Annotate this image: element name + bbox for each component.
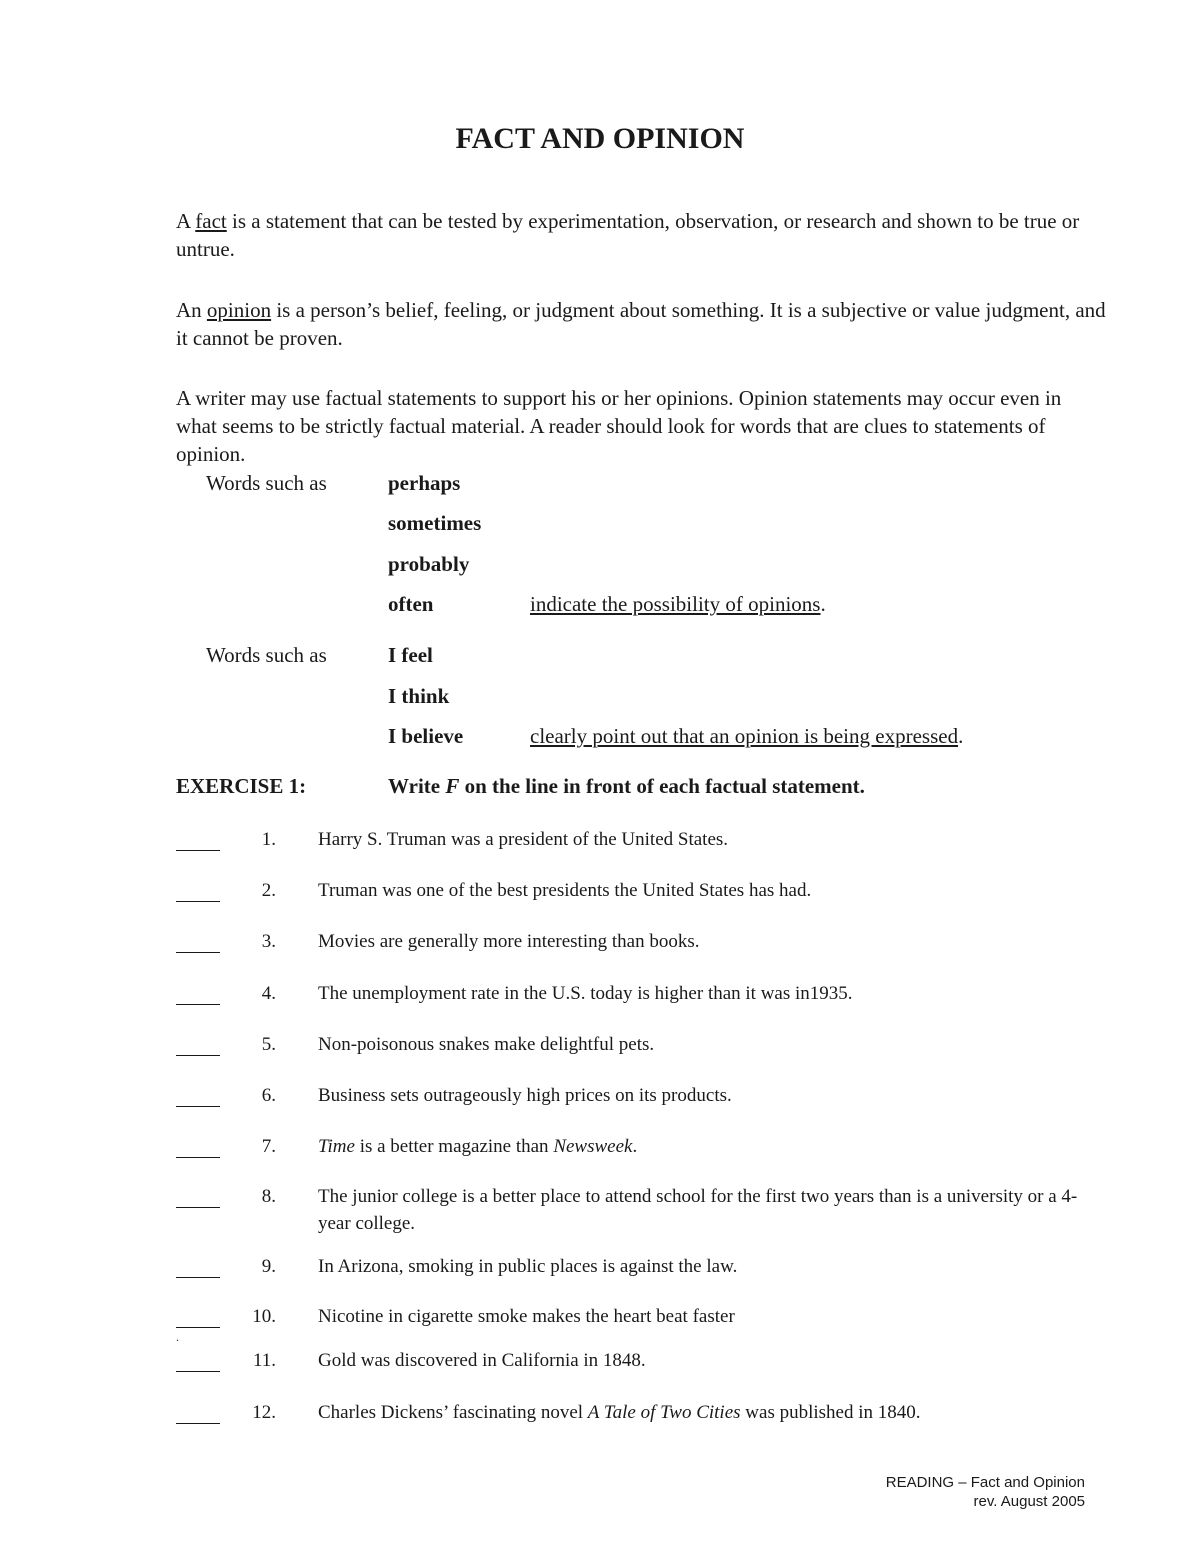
exercise-instruction <box>388 774 865 799</box>
question-text <box>318 1399 1078 1426</box>
question-number: 8. <box>261 1186 276 1207</box>
magazine-title-2: Newsweek <box>553 1136 633 1157</box>
answer-blank[interactable] <box>176 1253 220 1278</box>
stray-mark: . <box>176 1330 179 1344</box>
footer-course: READING – Fact and Opinion <box>885 1474 1085 1491</box>
exercise-label: EXERCISE 1: <box>176 774 307 798</box>
question-text: Non-poisonous snakes make delightful pets. <box>318 1034 655 1055</box>
clue-group-1-label: Words such as <box>206 471 327 495</box>
question-number: 2. <box>261 880 276 901</box>
question-text: Movies are generally more interesting than books. <box>318 931 700 952</box>
answer-blank[interactable] <box>176 1303 220 1328</box>
question-number: 12. <box>252 1402 276 1423</box>
answer-blank[interactable] <box>176 826 220 851</box>
question-text: Gold was discovered in California in 1848. <box>318 1350 646 1371</box>
clue-group-2-note-end: . <box>958 724 964 748</box>
question-number: 5. <box>261 1034 276 1055</box>
answer-blank[interactable] <box>176 928 220 953</box>
fact-lead: A <box>176 209 196 233</box>
question-text: The junior college is a better place to attend school for the first two years than is a university or a 4-year college. <box>318 1186 1078 1234</box>
fact-term: fact <box>195 209 227 233</box>
question-text: Harry S. Truman was a president of the United States. <box>318 829 729 850</box>
opinion-definition <box>176 296 1106 352</box>
question-number: 6. <box>261 1085 276 1106</box>
novel-title: A Tale of Two Cities <box>587 1402 741 1423</box>
answer-blank[interactable] <box>176 1347 220 1372</box>
question-number: 9. <box>261 1256 276 1277</box>
clue-group-2-label: Words such as <box>206 643 327 667</box>
question-number: 1. <box>261 829 276 850</box>
fact-definition <box>176 207 1106 263</box>
question-text-mid: is a better magazine than <box>354 1136 554 1157</box>
clue-group-2-note-text: clearly point out that an opinion is being expressed <box>530 724 959 748</box>
question-number: 3. <box>261 931 276 952</box>
clue-group-1-note-text: indicate the possibility of opinions <box>530 592 821 616</box>
question-text: Truman was one of the best presidents the United States has had. <box>318 880 812 901</box>
answer-blank[interactable] <box>176 1183 220 1208</box>
question-text: Nicotine in cigarette smoke makes the heart beat faster <box>318 1306 735 1327</box>
clue-word: I feel <box>388 643 433 667</box>
answer-blank[interactable] <box>176 1031 220 1056</box>
instr-f: F <box>445 774 460 798</box>
question-number: 11. <box>252 1350 276 1371</box>
question-text-pre: Charles Dickens’ fascinating novel <box>318 1402 588 1423</box>
writer-paragraph: A writer may use factual statements to support his or her opinions. Opinion statements may occur even in what seems to be strictly factual material. A reader should look for words that are clues to statements of opinion. <box>176 386 1062 466</box>
clue-word: I think <box>388 684 450 708</box>
clue-word: I believe <box>388 724 464 748</box>
page-footer <box>886 1473 1085 1511</box>
instr-pre: Write <box>388 774 446 798</box>
question-text <box>318 1133 1078 1160</box>
opinion-lead: An <box>176 298 207 322</box>
question-text-end: . <box>632 1136 638 1157</box>
answer-blank[interactable] <box>176 877 220 902</box>
clue-word: perhaps <box>388 471 461 495</box>
question-number: 10. <box>252 1306 276 1327</box>
clue-word: sometimes <box>388 511 482 535</box>
question-number: 4. <box>261 983 276 1004</box>
question-text: Business sets outrageously high prices on its products. <box>318 1085 732 1106</box>
instr-post: on the line in front of each factual statement. <box>459 774 865 798</box>
answer-blank[interactable] <box>176 1133 220 1158</box>
clue-word: often <box>388 592 434 616</box>
question-text: The unemployment rate in the U.S. today is higher than it was in1935. <box>318 983 853 1004</box>
answer-blank[interactable] <box>176 1082 220 1107</box>
footer-revision: rev. August 2005 <box>973 1493 1085 1510</box>
answer-blank[interactable] <box>176 980 220 1005</box>
clue-group-2-note <box>530 722 963 750</box>
clue-word: probably <box>388 552 470 576</box>
fact-rest: is a statement that can be tested by experimentation, observation, or research and shown to be true or untrue. <box>176 209 1080 261</box>
opinion-rest: is a person’s belief, feeling, or judgment about something. It is a subjective or value judgment, and it cannot be proven. <box>176 298 1106 350</box>
page-title: FACT AND OPINION <box>455 122 745 155</box>
question-number: 7. <box>261 1136 276 1157</box>
question-text-end: was published in 1840. <box>740 1402 921 1423</box>
clue-group-1-note <box>530 590 826 618</box>
clue-group-1-note-end: . <box>820 592 826 616</box>
answer-blank[interactable] <box>176 1399 220 1424</box>
opinion-term: opinion <box>206 298 272 322</box>
magazine-title-1: Time <box>318 1136 355 1157</box>
question-text: In Arizona, smoking in public places is against the law. <box>318 1256 738 1277</box>
